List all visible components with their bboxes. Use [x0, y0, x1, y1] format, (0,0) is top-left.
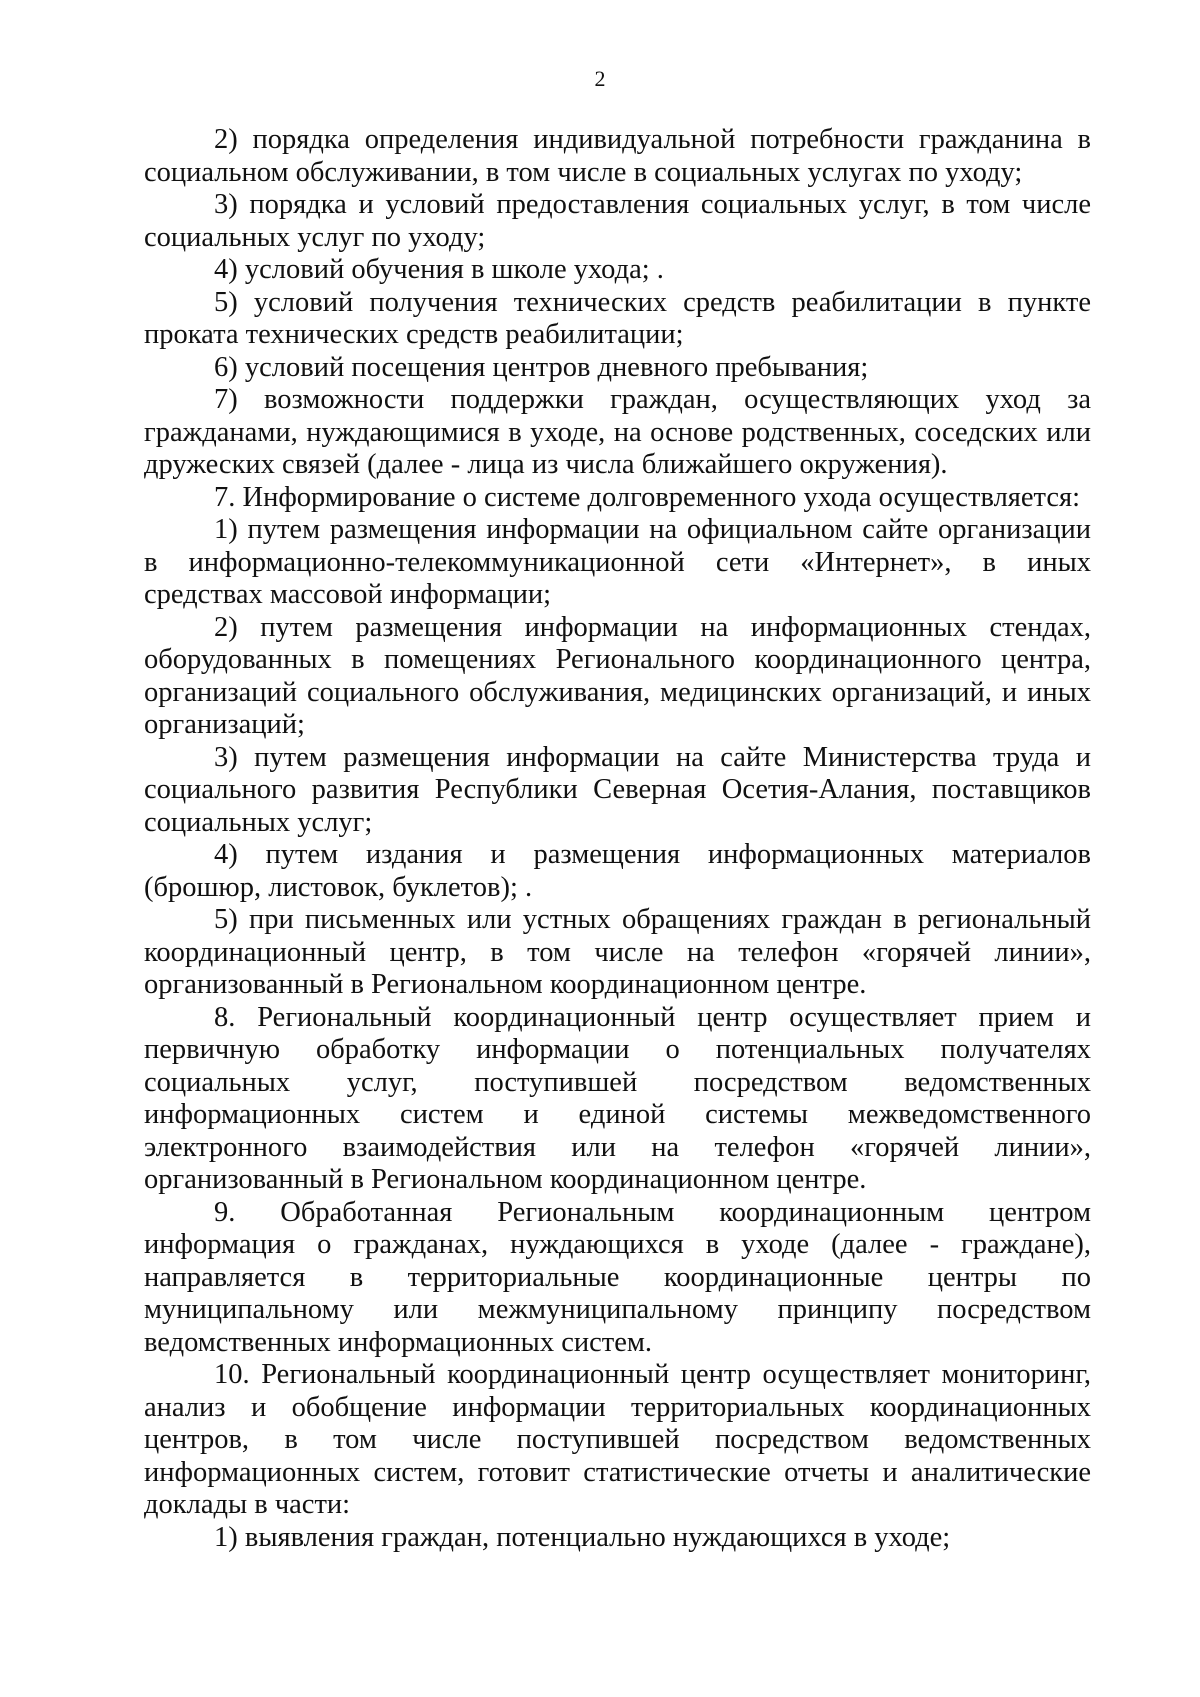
paragraph-item-4: 4) условий обучения в школе ухода; .	[214, 254, 664, 285]
section-10-paragraph: 10. Региональный координационный центр осуществляет мониторинг, анализ и обобщение информации территориальных координационных центров, в том числе поступившей посредством ведомственных информационных систем, готовит статистические отчеты и аналитические доклады в части:	[144, 1359, 1091, 1520]
section-7-heading: 7. Информирование о системе долговременного ухода осуществляется:	[214, 481, 1081, 513]
paragraph-item-2: 2) порядка определения индивидуальной потребности гражданина в социальном обслуживании, в том числе в социальных услугах по уходу;	[144, 124, 1091, 188]
section-7-item-3: 3) путем размещения информации на сайте Министерства труда и социального развития Республики Северная Осетия-Алания, поставщиков социальных услуг;	[144, 741, 1091, 838]
paragraph-item-6: 6) условий посещения центров дневного пребывания;	[214, 351, 869, 383]
section-7-item-2: 2) путем размещения информации на информационных стендах, оборудованных в помещениях Регионального координационного центра, организаций социального обслуживания, медицинских организаций, и иных организаций;	[144, 611, 1091, 740]
document-body	[144, 124, 1091, 1554]
page-number: 2	[594, 66, 606, 91]
section-7-item-5: 5) при письменных или устных обращениях граждан в региональный координационный центр, в том числе на телефон «горячей линии», организованный в Региональном координационном центре.	[144, 904, 1091, 1000]
section-8-paragraph: 8. Региональный координационный центр осуществляет прием и первичную обработку информации о потенциальных получателях социальных услуг, поступившей посредством ведомственных информационных систем и единой системы межведомственного электронного взаимодействия или на телефон «горячей линии», организованный в Региональном координационном центре.	[144, 1001, 1091, 1195]
section-9-paragraph: 9. Обработанная Региональным координационным центром информация о гражданах, нуждающихся в уходе (далее - граждане), направляется в территориальные координационные центры по муниципальному или межмуниципальному принципу посредством ведомственных информационных систем.	[144, 1196, 1091, 1358]
paragraph-item-7: 7) возможности поддержки граждан, осуществляющих уход за гражданами, нуждающимися в уходе, на основе родственных, соседских или дружеских связей (далее - лица из числа ближайшего окружения).	[144, 384, 1091, 480]
paragraph-item-5: 5) условий получения технических средств реабилитации в пункте проката технических средств реабилитации;	[144, 286, 1091, 350]
paragraph-item-3: 3) порядка и условий предоставления социальных услуг, в том числе социальных услуг по уходу;	[144, 189, 1091, 253]
section-10-item-1: 1) выявления граждан, потенциально нуждающихся в уходе;	[214, 1521, 951, 1553]
section-7-item-1: 1) путем размещения информации на официальном сайте организации в информационно-телекоммуникационной сети «Интернет», в иных средствах массовой информации;	[144, 514, 1091, 610]
section-7-item-4: 4) путем издания и размещения информационных материалов (брошюр, листовок, буклетов); .	[144, 839, 1091, 903]
